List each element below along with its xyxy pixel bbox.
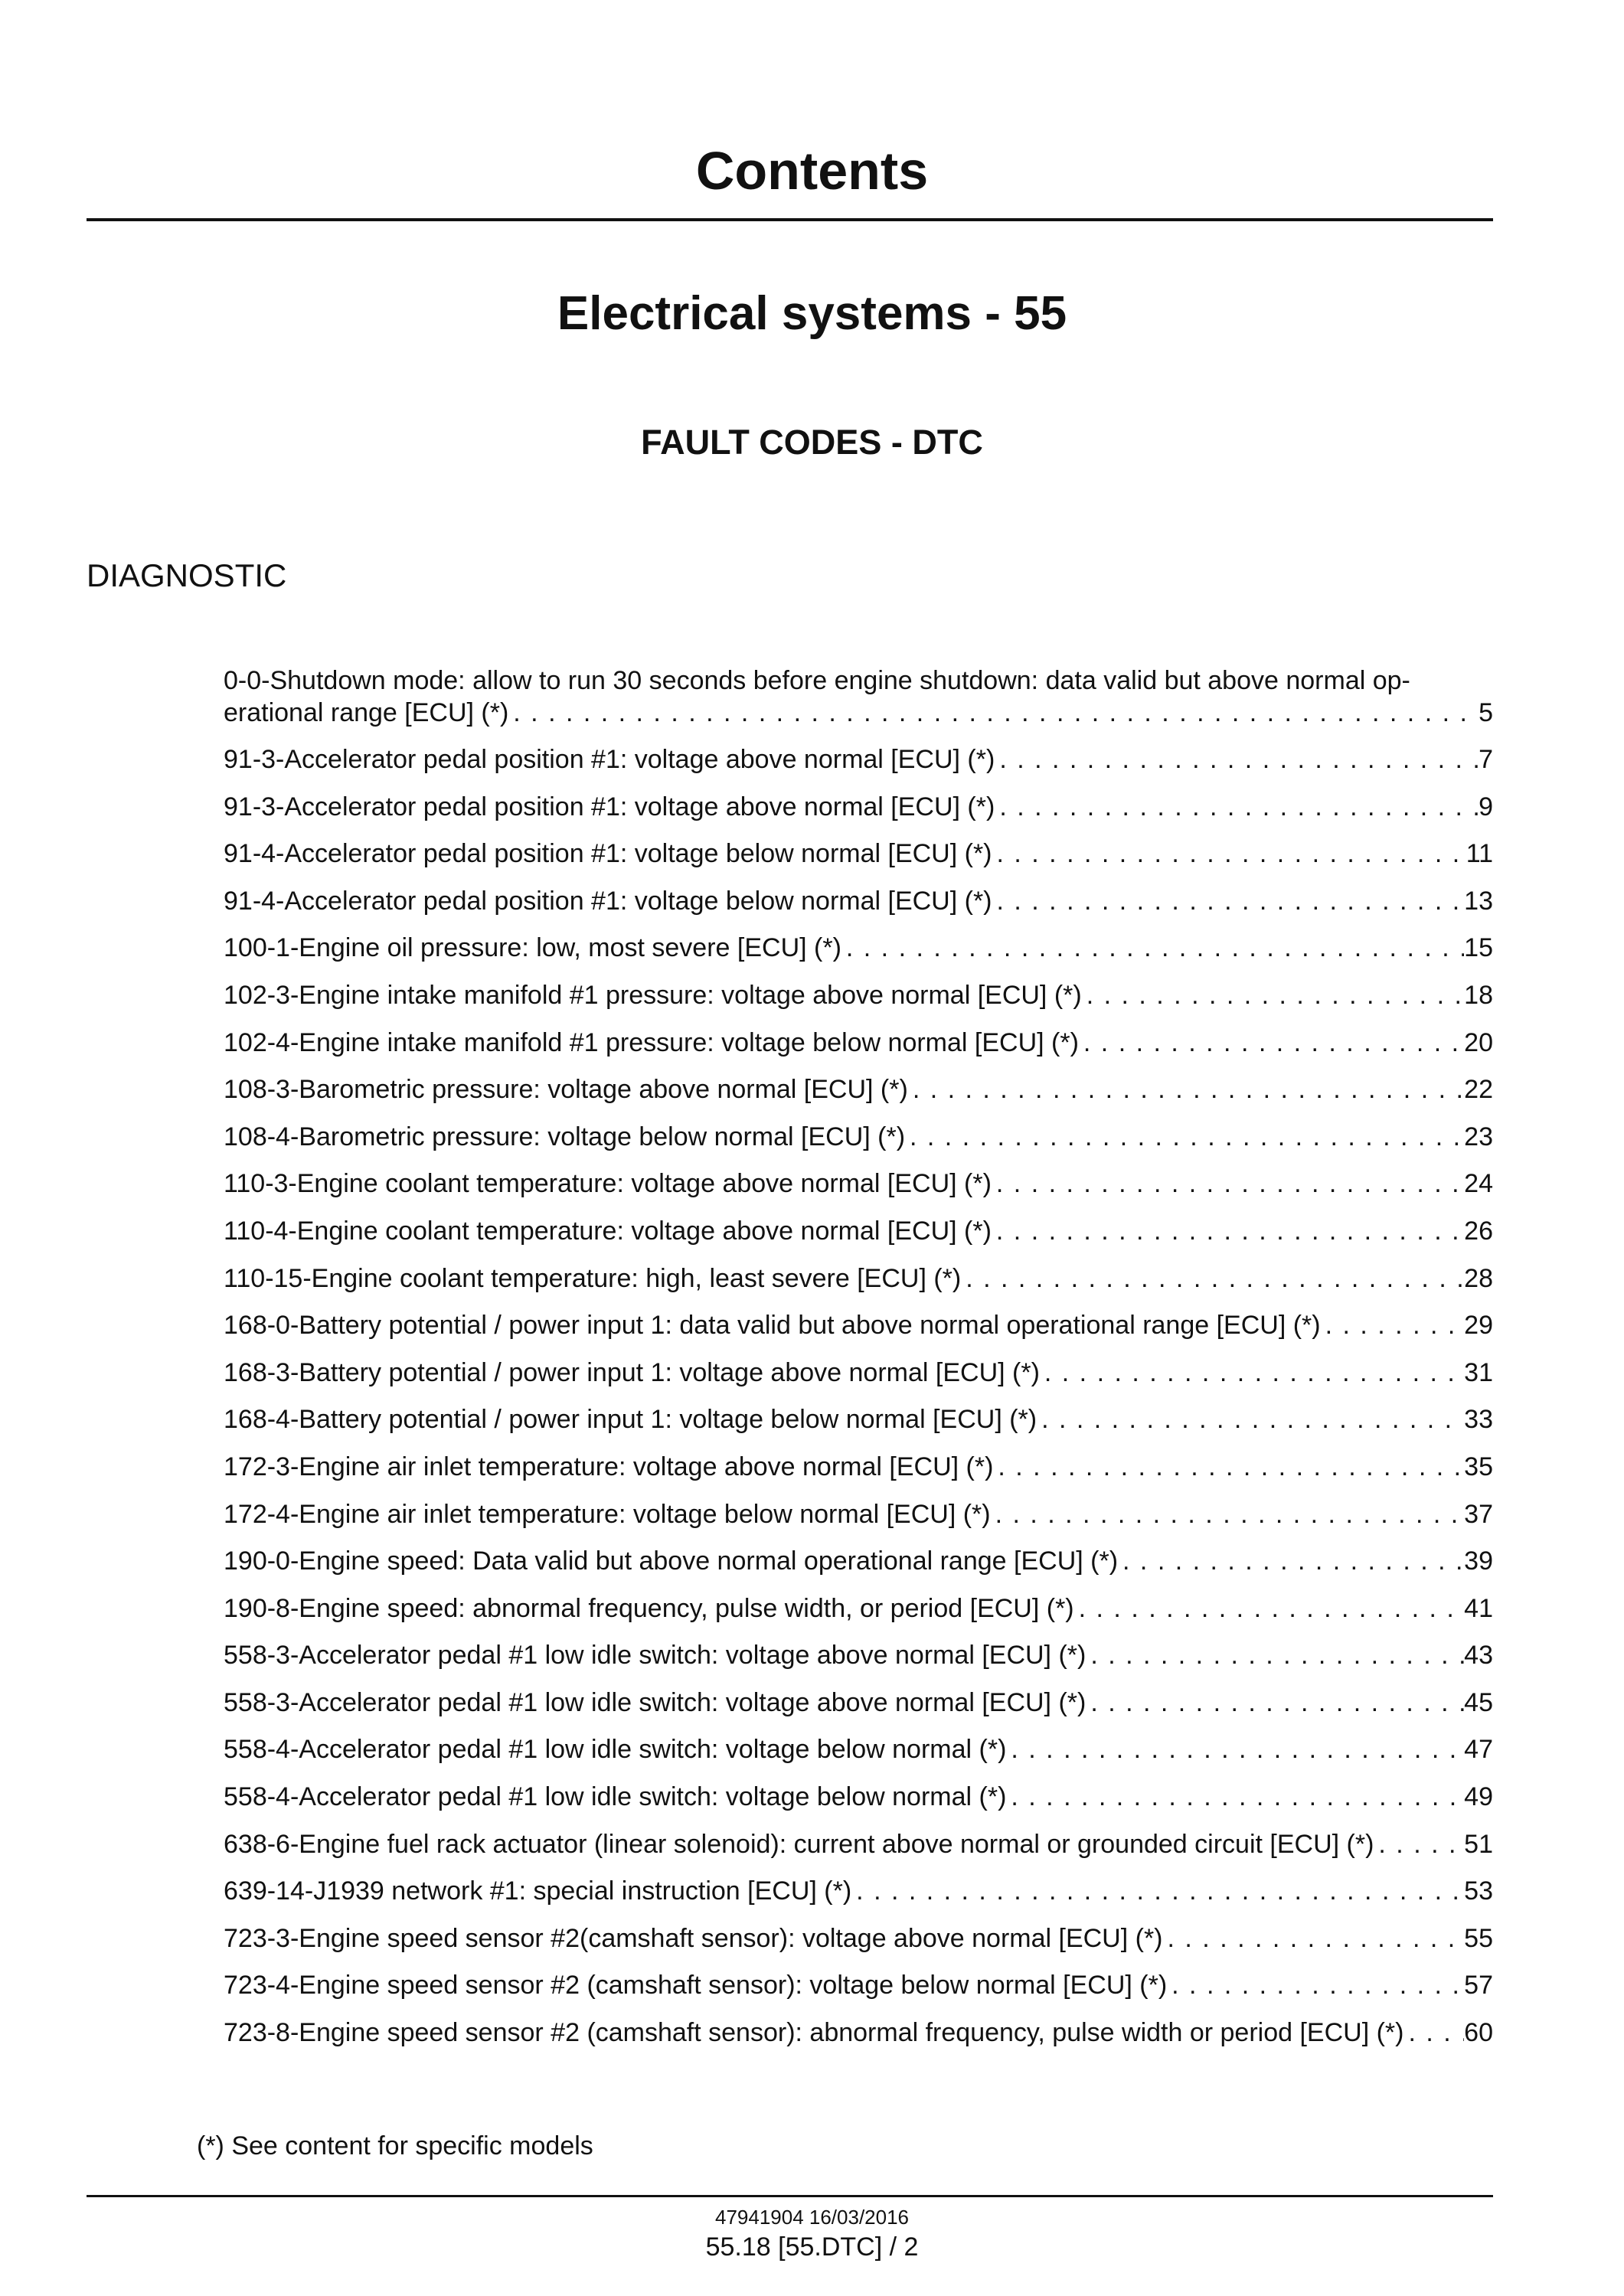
toc-entry[interactable]	[224, 1875, 1493, 1922]
dot-leader	[1403, 2017, 1464, 2049]
section-title: Electrical systems - 55	[557, 287, 1067, 340]
toc-entry-page: 39	[1464, 1546, 1493, 1576]
toc-entry-page: 41	[1464, 1593, 1493, 1623]
dot-leader	[1086, 1639, 1464, 1671]
toc-entry-title: 190-8-Engine speed: abnormal frequency, pulse width, or period [ECU] (*)	[224, 1593, 1074, 1623]
toc-entry-page: 45	[1464, 1687, 1493, 1717]
toc-entry-title: 558-3-Accelerator pedal #1 low idle switch: voltage above normal [ECU] (*)	[224, 1687, 1086, 1717]
dot-leader	[841, 932, 1464, 964]
toc-entry-title: 91-3-Accelerator pedal position #1: voltage above normal [ECU] (*)	[224, 792, 995, 821]
toc-entry-title: 723-4-Engine speed sensor #2 (camshaft sensor): voltage below normal [ECU] (*)	[224, 1971, 1168, 2000]
page-number: 55.18 [55.DTC] / 2	[705, 2232, 919, 2262]
toc-entry[interactable]	[224, 1073, 1493, 1121]
toc-entry[interactable]	[224, 1451, 1493, 1498]
toc-entry-title: 168-3-Battery potential / power input 1: voltage above normal [ECU] (*)	[224, 1357, 1040, 1387]
toc-entry-title: 110-3-Engine coolant temperature: voltage above normal [ECU] (*)	[224, 1169, 992, 1199]
dot-leader	[1037, 1403, 1464, 1435]
toc-entry-page: 5	[1479, 698, 1493, 727]
toc-entry[interactable]	[224, 1545, 1493, 1592]
toc-entry-title: 102-4-Engine intake manifold #1 pressure: voltage below normal [ECU] (*)	[224, 1027, 1079, 1057]
toc-entry-page: 57	[1464, 1971, 1493, 2000]
toc-entry-page: 15	[1464, 933, 1493, 963]
toc-entry-title: 638-6-Engine fuel rack actuator (linear solenoid): current above normal or grounded circuit [ECU] (*)	[224, 1829, 1374, 1859]
document-id: 47941904 16/03/2016	[714, 2206, 910, 2229]
dot-leader	[1321, 1309, 1465, 1341]
toc-entry[interactable]	[224, 1969, 1493, 2017]
dot-leader	[1163, 1922, 1465, 1955]
toc-entry-page: 7	[1479, 745, 1493, 774]
toc-entry-title: 168-4-Battery potential / power input 1: voltage below normal [ECU] (*)	[224, 1405, 1037, 1435]
toc-entry[interactable]	[224, 1168, 1493, 1215]
toc-entry-title: 108-4-Barometric pressure: voltage below normal [ECU] (*)	[224, 1122, 906, 1151]
toc-entry-page: 35	[1464, 1452, 1493, 1481]
dot-leader	[992, 1168, 1464, 1200]
toc-entry-page: 55	[1464, 1923, 1493, 1953]
toc-entry[interactable]	[224, 1592, 1493, 1640]
table-of-contents	[224, 665, 1493, 2064]
toc-entry-page: 20	[1464, 1027, 1493, 1057]
toc-entry[interactable]	[224, 1215, 1493, 1262]
dot-leader	[1374, 1828, 1464, 1860]
toc-entry-page: 33	[1464, 1405, 1493, 1435]
dot-leader	[993, 1451, 1464, 1483]
toc-entry-page: 53	[1464, 1876, 1493, 1906]
toc-entry-title: 558-4-Accelerator pedal #1 low idle switch: voltage below normal (*)	[224, 1782, 1007, 1812]
dot-leader	[905, 1121, 1464, 1153]
category-heading: DIAGNOSTIC	[87, 557, 287, 593]
toc-entry-title: 108-3-Barometric pressure: voltage above normal [ECU] (*)	[224, 1075, 908, 1105]
toc-entry-title: 558-3-Accelerator pedal #1 low idle switch: voltage above normal [ECU] (*)	[224, 1641, 1086, 1671]
toc-entry[interactable]	[224, 1262, 1493, 1310]
toc-entry[interactable]	[224, 838, 1493, 885]
dot-leader	[991, 1498, 1465, 1530]
toc-entry-title: 102-3-Engine intake manifold #1 pressure: voltage above normal [ECU] (*)	[224, 980, 1082, 1010]
dot-leader	[1082, 979, 1464, 1011]
toc-entry-title: 168-0-Battery potential / power input 1: data valid but above normal operational range [ECU] (*)	[224, 1311, 1321, 1341]
dot-leader	[1074, 1592, 1465, 1625]
footer-divider	[87, 2195, 1493, 2197]
toc-entry[interactable]	[224, 932, 1493, 979]
toc-entry-title: 172-3-Engine air inlet temperature: voltage above normal [ECU] (*)	[224, 1452, 994, 1481]
toc-entry[interactable]	[224, 885, 1493, 932]
header-divider	[87, 218, 1493, 221]
toc-entry[interactable]	[224, 1121, 1493, 1168]
subsection-title: FAULT CODES - DTC	[641, 423, 983, 462]
toc-entry[interactable]	[224, 1027, 1493, 1074]
dot-leader	[1006, 1733, 1464, 1765]
toc-entry[interactable]	[224, 1403, 1493, 1451]
toc-entry-page: 60	[1464, 2018, 1493, 2048]
toc-entry-title: 190-0-Engine speed: Data valid but above normal operational range [ECU] (*)	[224, 1546, 1119, 1576]
toc-entry[interactable]	[224, 979, 1493, 1027]
dot-leader	[992, 885, 1465, 917]
toc-entry[interactable]	[224, 1922, 1493, 1970]
toc-entry-page: 28	[1464, 1263, 1493, 1293]
toc-entry-page: 49	[1464, 1782, 1493, 1812]
dot-leader	[1086, 1687, 1464, 1719]
toc-entry[interactable]	[224, 1733, 1493, 1781]
toc-entry-page: 9	[1479, 792, 1493, 821]
toc-entry-title: 558-4-Accelerator pedal #1 low idle switch: voltage below normal (*)	[224, 1735, 1007, 1765]
toc-entry[interactable]	[224, 791, 1493, 838]
page-title: Contents	[695, 141, 929, 201]
toc-entry-page: 31	[1464, 1357, 1493, 1387]
dot-leader	[961, 1262, 1464, 1295]
toc-entry-page: 18	[1464, 980, 1493, 1010]
toc-entry-page: 22	[1464, 1075, 1493, 1105]
toc-entry-title: 91-3-Accelerator pedal position #1: voltage above normal [ECU] (*)	[224, 745, 995, 774]
toc-entry[interactable]	[224, 1781, 1493, 1828]
dot-leader	[1040, 1357, 1464, 1389]
dot-leader	[851, 1875, 1464, 1907]
toc-entry[interactable]	[224, 1687, 1493, 1734]
toc-entry[interactable]	[224, 1639, 1493, 1687]
toc-entry-title: 110-4-Engine coolant temperature: voltage above normal [ECU] (*)	[224, 1216, 992, 1246]
dot-leader	[908, 1073, 1464, 1106]
toc-entry[interactable]	[224, 1498, 1493, 1546]
dot-leader	[992, 1215, 1464, 1247]
toc-entry-page: 11	[1466, 839, 1493, 869]
toc-entry-title: 639-14-J1939 network #1: special instruction [ECU] (*)	[224, 1876, 852, 1906]
toc-entry-title: 723-8-Engine speed sensor #2 (camshaft sensor): abnormal frequency, pulse width or period [ECU] (*)	[224, 2018, 1404, 2048]
toc-entry-page: 13	[1464, 886, 1493, 916]
footnote: (*) See content for specific models	[197, 2131, 593, 2160]
dot-leader	[1118, 1545, 1464, 1577]
toc-entry-page: 26	[1464, 1216, 1493, 1246]
toc-entry[interactable]	[224, 665, 1493, 743]
toc-entry[interactable]	[224, 1828, 1493, 1876]
toc-entry-title: 110-15-Engine coolant temperature: high, least severe [ECU] (*)	[224, 1263, 962, 1293]
dot-leader	[995, 743, 1479, 776]
toc-entry-page: 24	[1464, 1169, 1493, 1199]
toc-entry[interactable]	[224, 743, 1493, 791]
dot-leader	[1167, 1969, 1464, 2001]
dot-leader	[992, 838, 1466, 870]
toc-entry-page: 23	[1464, 1122, 1493, 1151]
toc-entry-title: 100-1-Engine oil pressure: low, most severe [ECU] (*)	[224, 933, 841, 963]
toc-entry-title-line-2: erational range [ECU] (*)	[224, 698, 509, 727]
dot-leader	[1006, 1781, 1464, 1813]
toc-entry-page: 37	[1464, 1499, 1493, 1529]
dot-leader	[508, 697, 1479, 729]
toc-entry-page: 43	[1464, 1641, 1493, 1671]
toc-entry-title: 91-4-Accelerator pedal position #1: voltage below normal [ECU] (*)	[224, 886, 992, 916]
toc-entry-page: 47	[1464, 1735, 1493, 1765]
toc-entry[interactable]	[224, 2017, 1493, 2064]
toc-entry-page: 29	[1464, 1311, 1493, 1341]
toc-entry-title: 723-3-Engine speed sensor #2(camshaft sensor): voltage above normal [ECU] (*)	[224, 1923, 1163, 1953]
toc-entry-title-line-1: 0-0-Shutdown mode: allow to run 30 seconds before engine shutdown: data valid but above normal op-	[224, 666, 1410, 695]
dot-leader	[1079, 1027, 1464, 1059]
toc-entry-page: 51	[1464, 1829, 1493, 1859]
toc-entry-title: 172-4-Engine air inlet temperature: voltage below normal [ECU] (*)	[224, 1499, 991, 1529]
dot-leader	[995, 791, 1479, 823]
toc-entry[interactable]	[224, 1309, 1493, 1357]
toc-entry-title: 91-4-Accelerator pedal position #1: voltage below normal [ECU] (*)	[224, 839, 992, 869]
toc-entry[interactable]	[224, 1357, 1493, 1404]
